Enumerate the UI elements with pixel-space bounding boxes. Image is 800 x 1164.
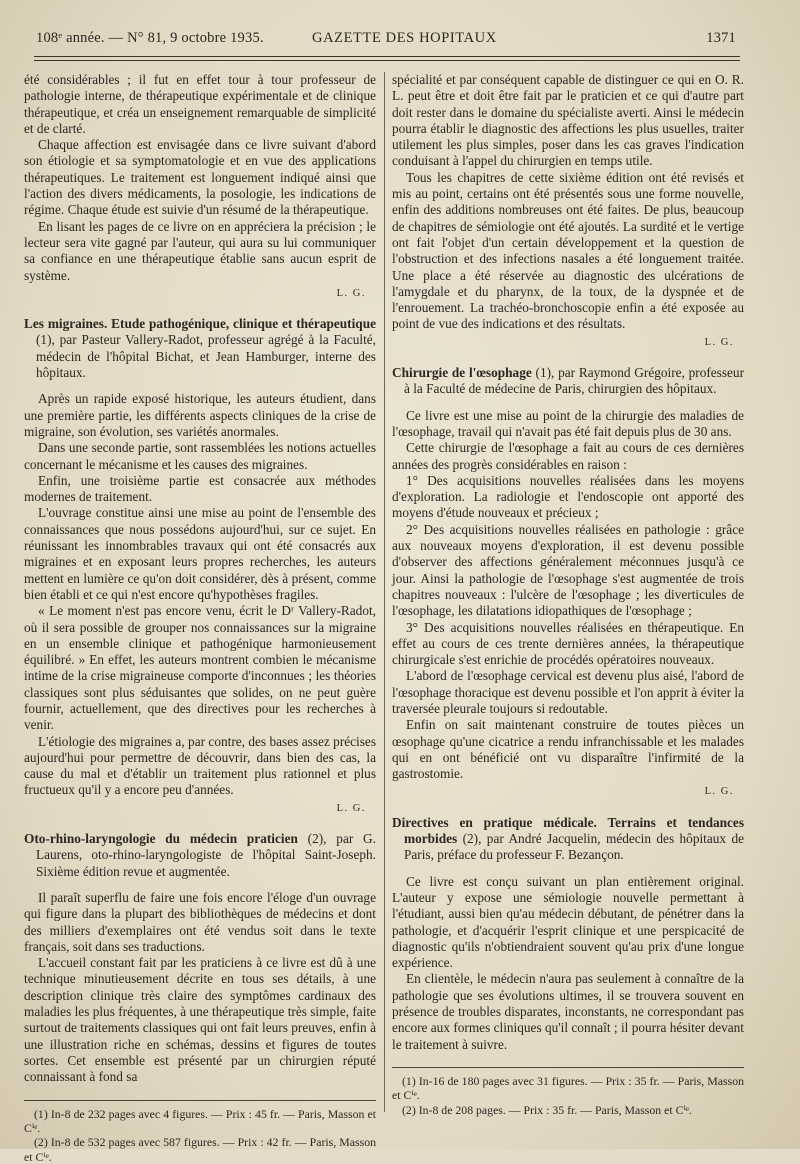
right-column xyxy=(392,72,744,1117)
paragraph: En lisant les pages de ce livre on en appréciera la précision ; le lecteur sera vite gagné par l'auteur, qui aura su lui communiquer sa confiance en une thérapeutique établie sans aucun esprit de système. xyxy=(24,218,376,283)
paragraph: « Le moment n'est pas encore venu, écrit le Dʳ Vallery-Radot, où il sera possible de grouper nos connaissances sur la migraine en un ensemble clinique et pathogénique harmonieusement équilibré. » En effet, les auteurs montrent combien le mécanisme intime de la crise migraineuse comporte d'inconnues ; les théories classiques sont plus séduisantes que solides, on ne peut guère fournir, actuellement, que des directives pour les recherches à venir. xyxy=(24,603,376,733)
paragraph: spécialité et par conséquent capable de distinguer ce qui en O. R. L. peut être et doit être fait par le praticien et ce qui d'autre part doit rester dans le domaine du spécialiste averti. Ainsi le médecin pourra établir le diagnostic des affections les plus usuelles, traiter utilement les plus simples, poser dans les cas graves l'indication conduisant à l'appel du chirurgien en temps utile. xyxy=(392,72,744,169)
paragraph: été considérables ; il fut en effet tour à tour professeur de pathologie interne, de thérapeutique expérimentale et de clinique thérapeutique, et créa un enseignement remarquable de simplicité et de clarté. xyxy=(24,72,376,136)
review-heading xyxy=(392,365,744,398)
author-signature: L. G. xyxy=(336,287,366,299)
paragraph: L'accueil constant fait par les praticiens à ce livre est dû à une technique minutieusement décrite en tous ses détails, à une description clinique très claire des symptômes cardinaux des maladies les plus fréquentes, à une thérapeutique très simple, faite surtout de traitements classiques qui ont fait leurs preuves, enfin à une illustration riche en schémas, dessins et figures de toutes sortes. Cet ensemble est présenté par un chirurgien réputé connaissant à fond sa xyxy=(24,955,376,1085)
footnote: (2) In-8 de 532 pages avec 587 figures. — Prix : 42 fr. — Paris, Masson et Cⁱᵉ. xyxy=(24,1135,376,1164)
review-byline: (1), par Pasteur Vallery-Radot, professeur agrégé à la Faculté, médecin de l'hôpital Bichat, et Jean Hamburger, interne des hôpitaux. xyxy=(36,332,376,381)
paragraph: Enfin on sait maintenant construire de toutes pièces un œsophage qu'une cicatrice a rendu infranchissable et les malades qui en ont bénéficié ont vu disparaître l'infirmité de la gastrostomie. xyxy=(392,717,744,782)
review-heading xyxy=(24,316,376,381)
review-title: Oto-rhino-laryngologie du médecin praticien xyxy=(24,831,298,847)
paragraph: Ce livre est conçu suivant un plan entièrement original. L'auteur y expose une sémiologie nouvelle permettant à l'étudiant, aussi bien qu'au médecin débutant, de pénétrer dans la pathologie, et d'acquérir l'esprit clinique et une perspicacité de diagnostic qu'ils n'obtiendraient souvent qu'au prix d'une longue expérience. xyxy=(392,873,744,971)
paragraph: 2° Des acquisitions nouvelles réalisées en pathologie : grâce aux nouveaux moyens d'exploration, il est devenu possible d'observer des affections généralement méconnues jusqu'à ce jour. Ainsi la pathologie de l'œsophage s'est augmentée de trois chapitres nouveaux : l'ulcère de l'œsophage ; les diverticules de l'œsophage, les dilatations idiopathiques de l'œsophage ; xyxy=(392,521,744,619)
paragraph: Chaque affection est envisagée dans ce livre suivant d'abord son étiologie et sa symptomatologie et en vue des applications thérapeutiques. Le traitement est longuement indiqué ainsi que l'action des divers médicaments, la posologie, les indications de régime. Chaque étude est suivie d'un résumé de la thérapeutique. xyxy=(24,137,376,218)
paragraph: Ce livre est une mise au point de la chirurgie des maladies de l'œsophage, travail qui n'avait pas été fait depuis plus de 30 ans. xyxy=(392,407,744,439)
footnote-rule xyxy=(392,1067,744,1068)
footnote: (1) In-8 de 232 pages avec 4 figures. — Prix : 45 fr. — Paris, Masson et Cⁱᵉ. xyxy=(24,1106,376,1135)
paragraph: Dans une seconde partie, sont rassemblées les notions actuelles concernant le mécanisme et les causes des migraines. xyxy=(24,440,376,472)
footnote-rule xyxy=(24,1100,376,1101)
author-signature: L. G. xyxy=(704,336,734,348)
running-header xyxy=(36,30,736,52)
review-heading xyxy=(392,815,744,864)
paragraph: En clientèle, le médecin n'aura pas seulement à connaître de la pathologie que ses évolutions ultimes, il se trouvera souvent en présence de troubles disparates, inconstants, ne correspondant pas encore aux formes cliniques qu'il connaît ; il pourra hésiter devant le traitement à suivre. xyxy=(392,971,744,1052)
left-column xyxy=(24,72,376,1164)
paragraph: Tous les chapitres de cette sixième édition ont été revisés et mis au point, certains ont été présentés sous une forme nouvelle, enfin des additions nombreuses ont été faites. De plus, beaucoup de chapitres de sémiologie ont été ajoutés. La surdité et le vertige ont fait l'objet d'un certain développement et la question de l'obstruction et des infections nasales a été longuement traitée. Une place a été réservée au diagnostic des ulcérations de l'amygdale et du pharynx, de la toux, de la dyspnée et de l'enrouement. La trachéo-bronchoscopie enfin a été exposée au point de vue des indications et des résultats. xyxy=(392,169,744,332)
page-number: 1371 xyxy=(706,30,736,46)
paragraph: 3° Des acquisitions nouvelles réalisées en thérapeutique. En effet au cours de ces trente dernières années, la thérapeutique chirurgicale s'est enrichie de procédés opératoires nouveaux. xyxy=(392,619,744,668)
paragraph: L'abord de l'œsophage cervical est devenu plus aisé, l'abord de l'œsophage thoracique est devenu possible et l'on apprit à éviter la traversée pleurale toujours si redoutable. xyxy=(392,668,744,716)
review-title: Chirurgie de l'œsophage xyxy=(392,365,532,381)
review-title: Directives en pratique médicale. Terrains et tendances morbides xyxy=(392,814,744,847)
author-signature: L. G. xyxy=(336,802,366,814)
paragraph: Après un rapide exposé historique, les auteurs étudient, dans une première partie, les différents aspects cliniques de la crise de migraine, son évolution, ses variétés anormales. xyxy=(24,391,376,439)
review-title: Les migraines. Etude pathogénique, clinique et thérapeutique xyxy=(24,316,376,332)
paragraph: 1° Des acquisitions nouvelles réalisées dans les moyens d'exploration. La radiologie et l'endoscopie ont apporté des moyens d'étude nouveaux et précieux ; xyxy=(392,472,744,521)
footnote: (2) In-8 de 208 pages. — Prix : 35 fr. — Paris, Masson et Cⁱᵉ. xyxy=(402,1102,692,1117)
paragraph: L'étiologie des migraines a, par contre, des bases assez précises aujourd'hui pour permettre de découvrir, dans bien des cas, la cause du mal et d'établir un traitement plus rationnel et plus fructueux qu'il y a encore peu d'années. xyxy=(24,733,376,798)
paragraph: Il paraît superflu de faire une fois encore l'éloge d'un ouvrage qui figure dans la plupart des bibliothèques de médecins et dont des milliers d'exemplaires ont été vendus soit dans le texte français, soit dans ses traductions. xyxy=(24,889,376,954)
review-byline: (2), par André Jacquelin, médecin des hôpitaux de Paris, préface du professeur F. Bezançon. xyxy=(404,831,744,863)
author-signature: L. G. xyxy=(704,786,734,798)
footnote: (1) In-16 de 180 pages avec 31 figures. — Prix : 35 fr. — Paris, Masson et Cⁱᵉ. xyxy=(392,1073,744,1103)
paragraph: L'ouvrage constitue ainsi une mise au point de l'ensemble des connaissances que nous possédons aujourd'hui, sur ce sujet. En réunissant les innombrables travaux qui ont été consacrés aux migraines et en exposant leurs propres recherches, les auteurs mettent en lumière ce qu'on doit considérer, dès à présent, comme bien établi et ce qui n'est encore qu'hypothèses fragiles. xyxy=(24,505,376,602)
review-byline: (1), par Raymond Grégoire, professeur à la Faculté de médecine de Paris, chirurgien des hôpitaux. xyxy=(404,365,745,397)
paragraph: Cette chirurgie de l'œsophage a fait au cours de ces dernières années des progrès considérables en raison : xyxy=(392,440,744,472)
journal-title: GAZETTE DES HOPITAUX xyxy=(312,30,497,46)
header-rule xyxy=(34,56,740,61)
review-heading xyxy=(24,831,376,880)
paragraph: Enfin, une troisième partie est consacrée aux méthodes modernes de traitement. xyxy=(24,472,376,505)
column-divider xyxy=(384,72,385,1112)
review-byline: (2), par G. Laurens, oto-rhino-laryngologiste de l'hôpital Saint-Joseph. Sixième édition revue et augmentée. xyxy=(36,831,376,879)
issue-info: 108ᵉ année. — N° 81, 9 octobre 1935. xyxy=(36,30,264,46)
